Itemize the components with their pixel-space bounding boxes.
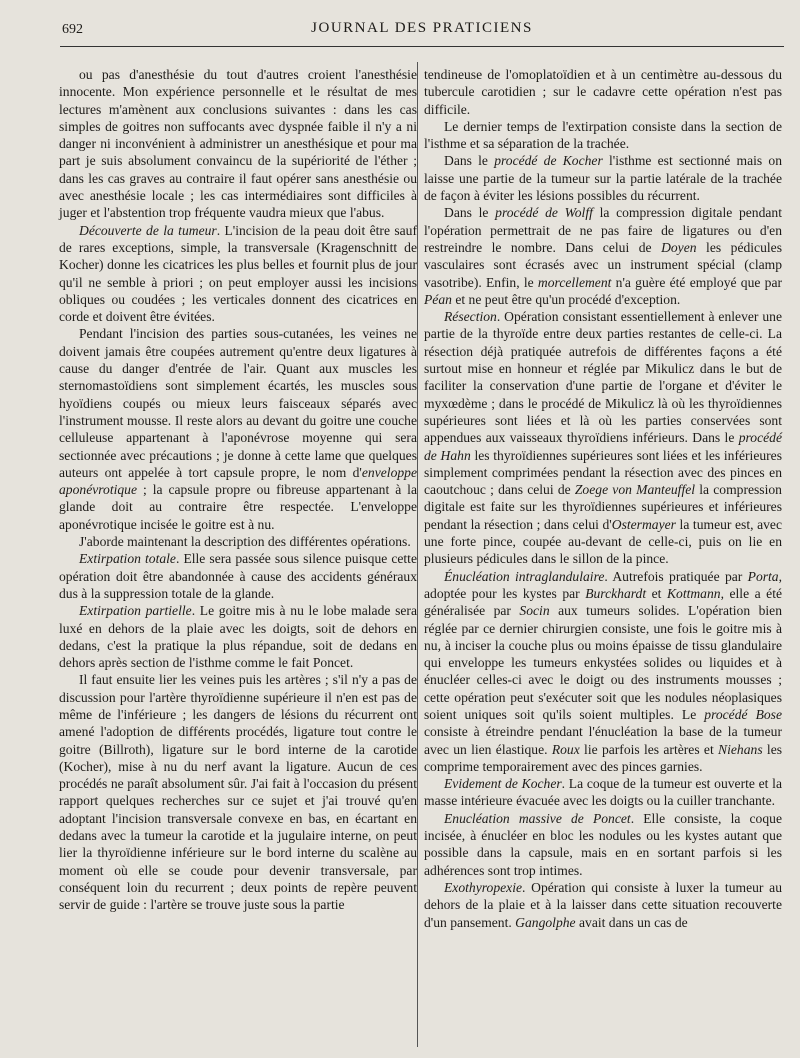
left-column [59, 66, 417, 914]
italic-text: procédé Bose [704, 706, 782, 722]
text-run: avait dans un cas de [575, 914, 688, 930]
italic-text: procédé de Hahn [424, 430, 782, 463]
text-run: n'a guère été employé que par [611, 274, 783, 290]
text-run: Il faut ensuite lier les veines puis les artères ; s'il n'y a pas de discussion pour l'artère thyroïdienne supérieure il n'en est pas de même de l'inférieure ; les dangers de lésions du récurrent ont amené l'adoption de différents procédés, ligature tout contre le goitre (Billroth), ligature sur le bord interne de la carotide (Kocher), mise à nu du nerf avant la ligature. Aucun de ces procédés ne paraît absolument sûr. J'ai fait à l'occasion du présent rapport quelques recherches sur ce sujet et j'ai trouvé qu'en adoptant l'incision transversale convexe en bas, en écartant en dedans avec la tumeur la carotide et la jugulaire interne, on peut lier la thyroïdienne inférieure sur le bord interne du scalène au moment où elle se coude pour devenir transversale, par conséquent loin du recurrent ; deux points de repère peuvent servir de guide : l'artère se trouve juste sous la partie [59, 672, 417, 913]
italic-text: Péan [424, 291, 452, 307]
text-run: tendineuse de l'omoplatoïdien et à un centimètre au-dessous du tubercule carotidien ; sur le cadavre cette opération n'est pas difficile. [424, 67, 782, 117]
text-run: ; la capsule propre ou fibreuse appartenant à la glande doit au contraire être respectée. L'enveloppe aponévrotique incisée le goitre est à nu. [59, 482, 417, 532]
italic-text: Burckhardt [585, 585, 647, 601]
text-run: . Opération qui consiste à luxer la tumeur au dehors de la plaie et à la laisser dans cette situation recouverte d'un pansement. [424, 879, 782, 930]
italic-text: procédé de Wolff [495, 205, 593, 221]
text-run: les pédicules vasculaires sont écrasés avec un instrument spécial (clamp vasotribe). Enfin, le [424, 239, 782, 290]
paragraph [424, 66, 782, 118]
italic-text: Exothyropexie [444, 879, 522, 895]
right-column [424, 66, 782, 931]
paragraph [424, 308, 782, 567]
text-run: lie parfois les artères et [579, 741, 719, 757]
italic-text: Énucléation intraglandulaire [444, 568, 605, 584]
text-run: l'isthme est sectionné mais on laisse une partie de la tumeur sur la partie latérale de la trachée de façon à éviter les lésions possibles du récurrent. [424, 153, 782, 204]
text-run: . Elle consiste, la coque incisée, à énucléer en bloc les nodules ou les kystes autant que possible dans la capsule, mais en en sortant parfois si les adhérences sont trop intimes. [424, 810, 782, 878]
italic-text: Kottmann [666, 585, 721, 601]
text-run: , adoptée pour les kystes par [424, 568, 783, 601]
paragraph [59, 222, 417, 326]
text-run: consiste à étreindre pendant l'énucléation la base de la tumeur avec un lien élastique. [424, 724, 782, 757]
text-run: et [646, 585, 667, 601]
text-run: la compression digitale pendant l'opération permettrait de ne pas faire de ligatures ou d'en restreindre le nombre. Dans celui de [424, 205, 783, 255]
text-run: . L'incision de la peau doit être sauf de rares exceptions, simple, la transversale (Kragenschnitt de Kocher) donne les cicatrices les plus belles et fournit plus de jour qu'il ne semble à priori ; on peut employer aussi les incisions obliques ou coudées ; les verticales donnent des cicatrices en corde et doivent être évitées. [59, 222, 418, 325]
paragraph [59, 602, 417, 671]
text-run: la compression digitale est faite sur les thyroïdiennes supérieures et inférieures pendant la résection ; dans celui d' [424, 482, 782, 532]
text-run: aux tumeurs solides. L'opération bien réglée par ce dernier chirurgien consiste, une fois le goitre mis à nu, à inciser la couche plus ou moins épaisse de tissu glandulaire qui enveloppe les tumeurs enkystées solides ou liquides et à énucléer celles-ci avec le doigt ou des instruments mousses ; cette opération peut s'exécuter soit que les nodules néoplasiques soient uniques soit qu'ils soient multiples. Le [424, 603, 782, 722]
text-run: , elle a été généralisée par [424, 585, 783, 619]
text-run: . Le goitre mis à nu le lobe malade sera luxé en dehors de la plaie avec les doigts, soit de dehors en dedans, c'est la pratique la plus répandue, soit de dedans en dehors après section de l'isthme comme le fait Poncet. [59, 603, 417, 671]
paragraph [424, 879, 782, 931]
italic-text: Extirpation partielle [79, 603, 192, 619]
paragraph [424, 568, 782, 776]
text-run: les comprime temporairement avec des pinces garnies. [424, 741, 783, 774]
italic-text: Porta [747, 568, 779, 584]
text-run: ou pas d'anesthésie du tout d'autres croient l'anesthésie innocente. Mon expérience personnelle et le résultat de mes lectures m'amènent aux conclusions suivantes : dans les cas simples de goitres non suffocants avec dyspnée faible il n'y a ni danger ni inconvénient à administrer un anesthésique et pour ma part je suis absolument convaincu de la supériorité de l'éther ; dans les cas graves au contraire il faut opérer sans anesthésie ou avec anesthésie locale ; les cas intermédiaires sont difficiles à juger et l'abstention trop fréquente vaudra mieux que l'abus. [59, 67, 417, 221]
italic-text: Zoege von Manteuffel [574, 482, 696, 498]
italic-text: Découverte de la tumeur [79, 222, 217, 238]
text-run: Pendant l'incision des parties sous-cutanées, les veines ne doivent jamais être coupées autrement qu'entre deux ligatures à cause du danger d'entrée de l'air. Quant aux muscles les sternomastoïdiens sont simplement écartés, les muscles sous hyoïdiens coupés ou mieux leurs faisceaux séparés avec l'instrument mousse. Il reste alors au devant du goitre une couche celluleuse appartenant à l'aponévrose moyenne qui sera sectionnée avec précautions ; je donne à cette lame que quelques auteurs ont appelée à tort capsule propre, le nom d' [59, 326, 417, 480]
text-run: Dans le [444, 205, 496, 221]
paragraph [59, 325, 417, 533]
italic-text: procédé de Kocher [494, 153, 603, 169]
text-run: . Elle sera passée sous silence puisque cette opération doit être abandonnée à cause des accidents généraux dus à la suppression totale de la glande. [59, 551, 417, 601]
paragraph [59, 533, 417, 550]
italic-text: Ostermayer [611, 516, 676, 532]
text-run: les thyroïdiennes supérieures sont liées et les inférieures simplement comprimées pendant la résection avec des pinces en caoutchouc ; dans celui de [424, 447, 782, 498]
italic-text: Enucléation massive de Poncet [444, 810, 631, 826]
text-run: . Opération consistant essentiellement à enlever une partie de la thyroïde entre deux parties restantes de celle-ci. La résection déjà pratiquée autrefois de différentes façons a été surtout mise en honneur et réglée par Mikulicz dans le but de faciliter la conservation d'une partie de l'organe et d'éviter le myxœdème ; dans le procédé de Mikulicz là où les thyroïdiennes supérieures sont liées et là où les parties conservées sont appendues aux vaisseaux thyroïdiens inférieurs. Dans le [424, 309, 782, 446]
paragraph [424, 775, 782, 810]
italic-text: Gangolphe [515, 914, 576, 930]
paragraph [424, 118, 782, 153]
text-run: Le dernier temps de l'extirpation consiste dans la section de l'isthme et sa séparation de la trachée. [424, 118, 782, 152]
italic-text: Doyen [661, 239, 697, 255]
italic-text: Résection [444, 309, 497, 325]
italic-text: Roux [551, 741, 580, 757]
text-run: . La coque de la tumeur est ouverte et la masse intérieure évacuée avec les doigts ou la cuiller tranchante. [424, 776, 782, 809]
italic-text: Evidement de Kocher [444, 776, 562, 792]
journal-title: JOURNAL DES PRATICIENS [311, 20, 533, 36]
text-run: la tumeur est, avec une forte pince, coupée au-devant de celle-ci, puis on lie en plusieurs pédicules dans le sillon de la pince. [424, 516, 782, 567]
paragraph [424, 810, 782, 879]
paragraph [424, 204, 782, 308]
page-header [62, 16, 782, 40]
italic-text: Niehans [718, 741, 763, 757]
header-rule [60, 46, 784, 47]
paragraph [424, 152, 782, 204]
italic-text: morcellement [537, 274, 612, 290]
italic-text: Socin [519, 603, 550, 619]
paragraph [59, 671, 417, 913]
text-run: Dans le [444, 153, 495, 169]
text-run: et ne peut être qu'un procédé d'exception. [451, 291, 681, 307]
italic-text: Extirpation totale [79, 551, 176, 567]
page-number: 692 [62, 22, 83, 37]
paragraph [59, 66, 417, 222]
paragraph [59, 550, 417, 602]
column-divider [417, 62, 418, 1047]
italic-text: enveloppe aponévrotique [59, 464, 417, 498]
text-run: J'aborde maintenant la description des différentes opérations. [79, 534, 411, 550]
text-run: . Autrefois pratiquée par [604, 568, 748, 584]
